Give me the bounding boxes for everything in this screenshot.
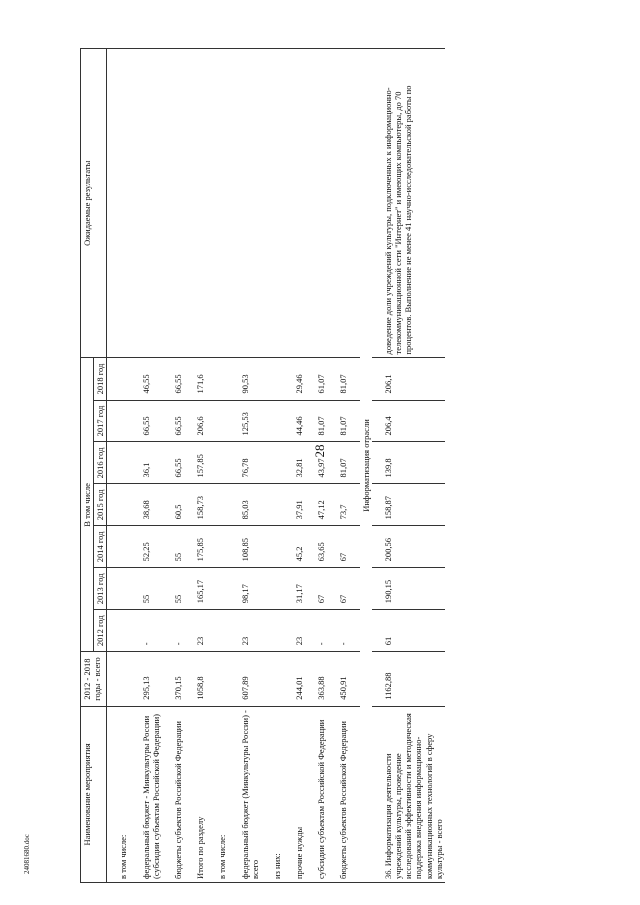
row-value: 190,15	[382, 568, 445, 610]
header-year: 2012 год	[94, 610, 107, 652]
row-name: федеральный бюджет (Минкультуры России) - всего	[239, 706, 261, 882]
row-value: 47,12	[315, 484, 327, 526]
row-value: 81,07	[337, 400, 349, 442]
row-name: прочие нужды	[293, 706, 305, 882]
row-value: 44,46	[293, 400, 305, 442]
row-value: 23	[194, 610, 206, 652]
footer-filename: 24081680.doc	[23, 834, 31, 874]
row-value: 90,53	[239, 358, 261, 400]
row-value: 81,07	[315, 400, 327, 442]
row-value	[271, 400, 283, 442]
row-name: в том числе:	[216, 706, 228, 882]
header-year: 2017 год	[94, 400, 107, 442]
header-year: 2018 год	[94, 358, 107, 400]
row-value: 38,68	[140, 484, 162, 526]
row-value: 23	[239, 610, 261, 652]
row-value: -	[172, 610, 184, 652]
row-name: бюджеты субъектов Российской Федерации	[337, 706, 349, 882]
row-value: 158,87	[382, 484, 445, 526]
row-value: 206,1	[382, 358, 445, 400]
row-value	[271, 526, 283, 568]
row-value: 36,1	[140, 442, 162, 484]
table-row	[216, 49, 228, 883]
row-total: 450,91	[337, 652, 349, 707]
row-total: 244,01	[293, 652, 305, 707]
budget-table	[80, 48, 445, 883]
row-value: 61	[382, 610, 445, 652]
row-value: 67	[337, 568, 349, 610]
row-result: доведение доли учреждений культуры, подключенных к информационно-телекоммуникационной сети "Интернет" и имеющих компьютеры, до 70 процентов. Выполнение не менее 41 научно-исследовательской работы по	[382, 49, 445, 359]
row-value	[271, 484, 283, 526]
row-value: 60,5	[172, 484, 184, 526]
row-value: 66,55	[172, 358, 184, 400]
table-row	[315, 49, 327, 883]
header-year: 2014 год	[94, 526, 107, 568]
row-value: 46,55	[140, 358, 162, 400]
row-value: 125,53	[239, 400, 261, 442]
row-result	[271, 49, 283, 359]
row-value: 37,91	[293, 484, 305, 526]
row-value: 66,55	[172, 400, 184, 442]
row-result	[293, 49, 305, 359]
row-name: Итого по разделу	[194, 706, 206, 882]
row-value: 85,03	[239, 484, 261, 526]
row-result	[194, 49, 206, 359]
row-total: 607,89	[239, 652, 261, 707]
row-value	[117, 400, 129, 442]
row-value: 32,81	[293, 442, 305, 484]
row-name: 36. Информатизация деятельности учреждений культуры, проведение исследований эффективности и методическая поддержка внедрения информационно-коммуникационных технологий в сферу культуры - всего	[382, 706, 445, 882]
rotated-table-container	[80, 48, 580, 883]
row-value	[271, 442, 283, 484]
header-year: 2015 год	[94, 484, 107, 526]
row-value: 43,97	[315, 442, 327, 484]
row-value	[216, 358, 228, 400]
row-value: 171,6	[194, 358, 206, 400]
row-value: 67	[315, 568, 327, 610]
row-value: -	[315, 610, 327, 652]
row-result	[172, 49, 184, 359]
row-value	[271, 610, 283, 652]
table-row	[293, 49, 305, 883]
row-value: 200,56	[382, 526, 445, 568]
header-year: 2016 год	[94, 442, 107, 484]
row-value: 108,85	[239, 526, 261, 568]
row-value: 55	[140, 568, 162, 610]
row-value: -	[140, 610, 162, 652]
row-value: 31,17	[293, 568, 305, 610]
row-result	[140, 49, 162, 359]
row-total: 295,13	[140, 652, 162, 707]
row-value: 206,4	[382, 400, 445, 442]
row-name: субсидии субъектам Российской Федерации	[315, 706, 327, 882]
row-name: в том числе:	[117, 706, 129, 882]
row-total: 363,88	[315, 652, 327, 707]
table-row	[194, 49, 206, 883]
row-name: федеральный бюджет - Минкультуры России (субсидии субъектам Российской Федерации)	[140, 706, 162, 882]
row-total	[271, 652, 283, 707]
row-value: 175,85	[194, 526, 206, 568]
row-value	[216, 526, 228, 568]
row-value	[117, 610, 129, 652]
row-value: 73,7	[337, 484, 349, 526]
section-title: Информатизация отрасли	[360, 49, 372, 883]
row-value: 157,85	[194, 442, 206, 484]
table-row	[382, 49, 445, 883]
row-value: 63,65	[315, 526, 327, 568]
row-name: из них:	[271, 706, 283, 882]
page-number: 28	[312, 444, 327, 458]
row-value	[271, 568, 283, 610]
table-row	[271, 49, 283, 883]
header-name: Наименование мероприятия	[81, 706, 107, 882]
row-value	[216, 484, 228, 526]
row-value	[271, 358, 283, 400]
row-value: 52,25	[140, 526, 162, 568]
row-value	[216, 610, 228, 652]
row-value: 76,78	[239, 442, 261, 484]
row-total	[216, 652, 228, 707]
row-value: 98,17	[239, 568, 261, 610]
row-total: 1058,8	[194, 652, 206, 707]
table-row	[337, 49, 349, 883]
row-value: 165,17	[194, 568, 206, 610]
row-value: 139,8	[382, 442, 445, 484]
row-value	[117, 442, 129, 484]
row-value	[216, 442, 228, 484]
row-result	[315, 49, 327, 359]
row-result	[337, 49, 349, 359]
row-value: 67	[337, 526, 349, 568]
row-value: 66,55	[172, 442, 184, 484]
row-value: 23	[293, 610, 305, 652]
row-value: 81,07	[337, 442, 349, 484]
row-value: 66,55	[140, 400, 162, 442]
table-row	[172, 49, 184, 883]
table-row	[140, 49, 162, 883]
row-value: 61,07	[315, 358, 327, 400]
header-incl: В том числе	[81, 358, 94, 652]
header-year: 2013 год	[94, 568, 107, 610]
row-result	[239, 49, 261, 359]
section-row	[360, 49, 372, 883]
row-value	[117, 358, 129, 400]
row-result	[216, 49, 228, 359]
row-value	[117, 484, 129, 526]
row-value	[216, 400, 228, 442]
row-value: 81,07	[337, 358, 349, 400]
row-value: 55	[172, 526, 184, 568]
row-value: 206,6	[194, 400, 206, 442]
row-value	[117, 568, 129, 610]
row-total: 370,15	[172, 652, 184, 707]
table-row	[239, 49, 261, 883]
row-total	[117, 652, 129, 707]
header-total: 2012 - 2018 годы - всего	[81, 652, 107, 707]
row-value: -	[337, 610, 349, 652]
row-value	[117, 526, 129, 568]
table-row	[117, 49, 129, 883]
row-value: 45,2	[293, 526, 305, 568]
row-value	[216, 568, 228, 610]
row-value: 158,73	[194, 484, 206, 526]
header-results: Ожидаемые результаты	[81, 49, 107, 359]
row-value: 29,46	[293, 358, 305, 400]
row-name: бюджеты субъектов Российской Федерации	[172, 706, 184, 882]
row-result	[117, 49, 129, 359]
row-total: 1162,88	[382, 652, 445, 707]
row-value: 55	[172, 568, 184, 610]
